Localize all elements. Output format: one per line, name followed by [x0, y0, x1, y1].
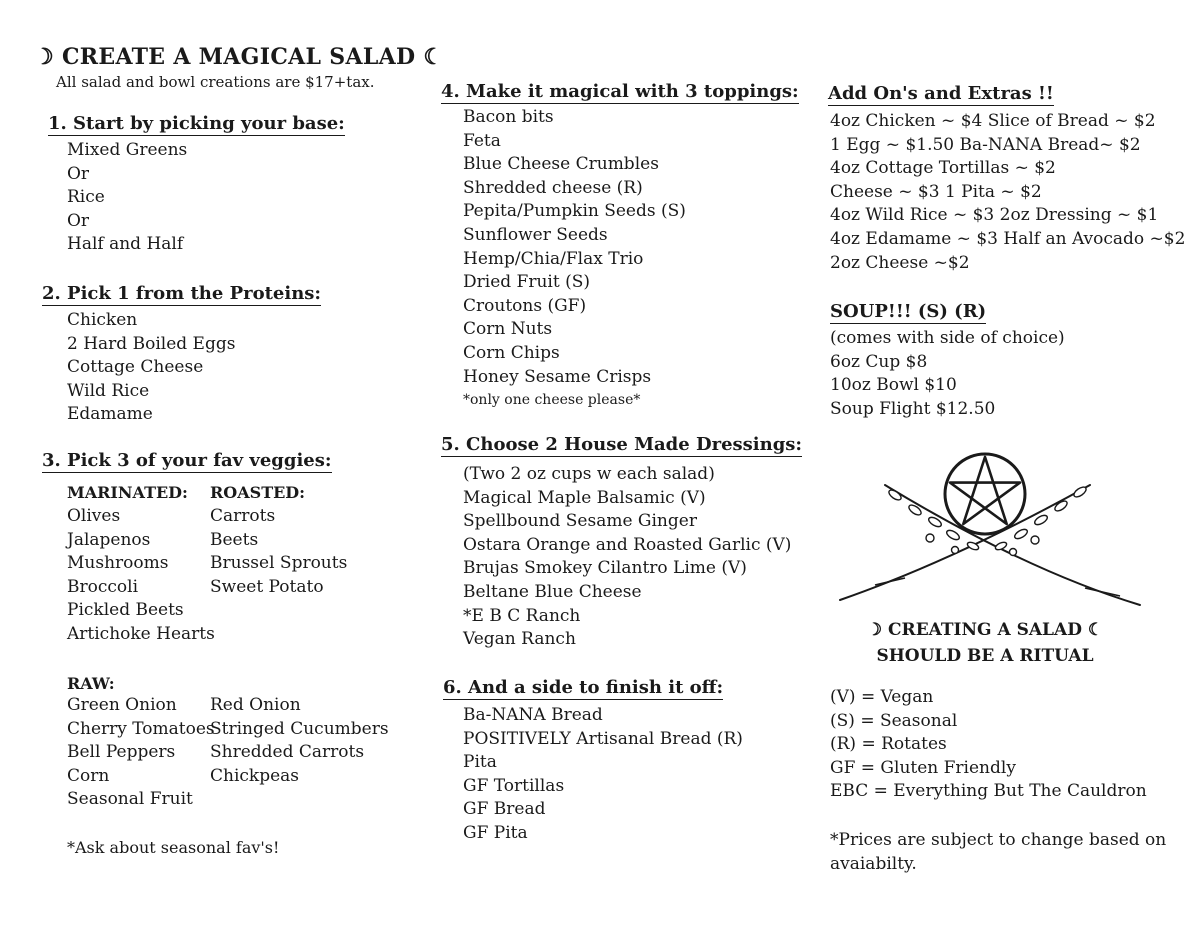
marinated-list: [67, 505, 215, 647]
menu-title-text: CREATE A MAGICAL SALAD: [62, 44, 416, 70]
price-subtitle: All salad and bowl creations are $17+tax.: [56, 73, 375, 91]
addons-list: [830, 110, 1185, 275]
addons-heading: Add On's and Extras !!: [828, 83, 1054, 104]
topping-item: Bacon bits: [463, 107, 554, 127]
side-item: GF Pita: [463, 822, 528, 843]
legend-item: (V) = Vegan: [830, 687, 934, 707]
side-item: Ba-NANA Bread: [463, 705, 603, 725]
dressing-item: *E B C Ranch: [463, 605, 581, 626]
legend-list: [830, 686, 1147, 804]
marinated-item: Olives: [67, 506, 121, 526]
moon-right-icon: ☾: [423, 44, 444, 70]
topping-item: Corn Chips: [463, 342, 560, 363]
addon-item: 4oz Chicken ~ $4 Slice of Bread ~ $2: [830, 111, 1156, 131]
soup-item: 10oz Bowl $10: [830, 375, 957, 396]
toppings-list: [463, 106, 686, 389]
topping-item: Hemp/Chia/Flax Trio: [463, 248, 644, 269]
dressing-item: Brujas Smokey Cilantro Lime (V): [463, 558, 747, 579]
topping-item: Corn Nuts: [463, 319, 553, 340]
marinated-item: Mushrooms: [67, 553, 169, 574]
pentacle-herbs-icon: [835, 450, 1145, 610]
legend-item: GF = Gluten Friendly: [830, 757, 1016, 778]
soup-heading: SOUP!!! (S) (R): [830, 301, 987, 322]
dressing-item: Vegan Ranch: [463, 629, 576, 650]
addon-item: 4oz Cottage Tortillas ~ $2: [830, 158, 1056, 179]
roasted-label: ROASTED:: [210, 483, 306, 502]
side-item: GF Tortillas: [463, 775, 565, 796]
roasted-list: [210, 505, 347, 599]
section-dressings-heading: 5. Choose 2 House Made Dressings:: [441, 434, 803, 455]
soup-item: 6oz Cup $8: [830, 351, 928, 372]
dressing-item: Ostara Orange and Roasted Garlic (V): [463, 534, 792, 555]
base-item: Half and Half: [67, 234, 184, 255]
soup-item: (comes with side of choice): [830, 328, 1065, 348]
topping-item: Feta: [463, 130, 501, 151]
base-list: [67, 139, 187, 257]
raw-item: Red Onion: [210, 695, 301, 715]
side-item: POSITIVELY Artisanal Bread (R): [463, 728, 743, 749]
side-item: Pita: [463, 752, 497, 773]
protein-item: Chicken: [67, 310, 138, 330]
marinated-item: Jalapenos: [67, 529, 151, 550]
seasonal-note: *Ask about seasonal fav's!: [67, 838, 280, 857]
section-veggies-heading: 3. Pick 3 of your fav veggies:: [42, 450, 332, 471]
legend-item: (R) = Rotates: [830, 734, 947, 755]
base-item: Rice: [67, 187, 105, 208]
moon-right-icon: ☾: [1087, 620, 1104, 640]
protein-item: 2 Hard Boiled Eggs: [67, 333, 236, 354]
topping-item: Blue Cheese Crumbles: [463, 154, 659, 175]
raw-item: Seasonal Fruit: [67, 789, 193, 810]
section-base-heading: 1. Start by picking your base:: [48, 113, 345, 134]
raw-item: Shredded Carrots: [210, 742, 365, 763]
base-item: Mixed Greens: [67, 140, 188, 160]
moon-left-icon: ☽: [34, 44, 55, 70]
raw-item: Corn: [67, 765, 110, 786]
topping-item: Croutons (GF): [463, 295, 587, 316]
price-footnote: [830, 829, 1166, 876]
dressings-list: [463, 463, 791, 652]
menu-title: [34, 44, 443, 70]
roasted-item: Brussel Sprouts: [210, 553, 348, 574]
dressing-item: Spellbound Sesame Ginger: [463, 511, 697, 532]
roasted-item: Carrots: [210, 506, 276, 526]
raw-label: RAW:: [67, 674, 115, 693]
raw-item: Stringed Cucumbers: [210, 718, 389, 739]
roasted-item: Beets: [210, 529, 259, 550]
dressing-item: (Two 2 oz cups w each salad): [463, 464, 715, 484]
marinated-item: Artichoke Hearts: [67, 623, 215, 644]
ritual-line1-text: CREATING A SALAD: [888, 620, 1082, 640]
raw-item: Green Onion: [67, 695, 177, 715]
topping-item: Honey Sesame Crisps: [463, 366, 652, 387]
topping-item: Shredded cheese (R): [463, 177, 643, 198]
sides-list: [463, 704, 743, 846]
moon-left-icon: ☽: [866, 620, 883, 640]
raw-item: Bell Peppers: [67, 742, 176, 763]
topping-item: Pepita/Pumpkin Seeds (S): [463, 201, 686, 222]
cheese-note: *only one cheese please*: [463, 392, 641, 408]
ritual-line1: [830, 620, 1140, 640]
addon-item: 1 Egg ~ $1.50 Ba-NANA Bread~ $2: [830, 134, 1141, 155]
legend-item: EBC = Everything But The Cauldron: [830, 781, 1147, 802]
marinated-item: Pickled Beets: [67, 600, 184, 621]
protein-item: Cottage Cheese: [67, 357, 204, 378]
section-sides-heading: 6. And a side to finish it off:: [443, 677, 724, 698]
topping-item: Sunflower Seeds: [463, 224, 608, 245]
marinated-item: Broccoli: [67, 576, 139, 597]
addon-item: Cheese ~ $3 1 Pita ~ $2: [830, 181, 1042, 202]
protein-item: Wild Rice: [67, 380, 150, 401]
marinated-label: MARINATED:: [67, 483, 188, 502]
addon-item: 2oz Cheese ~$2: [830, 252, 970, 273]
footnote-line: *Prices are subject to change based on: [830, 830, 1167, 850]
ritual-line2: SHOULD BE A RITUAL: [876, 646, 1094, 666]
addon-item: 4oz Edamame ~ $3 Half an Avocado ~$2: [830, 228, 1186, 249]
protein-item: Edamame: [67, 404, 153, 425]
raw-list-left: [67, 694, 215, 812]
protein-list: [67, 309, 235, 427]
raw-item: Chickpeas: [210, 765, 300, 786]
section-toppings-heading: 4. Make it magical with 3 toppings:: [441, 81, 799, 102]
side-item: GF Bread: [463, 799, 546, 820]
topping-item: Dried Fruit (S): [463, 272, 590, 293]
raw-list-right: [210, 694, 389, 788]
addon-item: 4oz Wild Rice ~ $3 2oz Dressing ~ $1: [830, 205, 1159, 226]
dressing-item: Beltane Blue Cheese: [463, 581, 642, 602]
legend-item: (S) = Seasonal: [830, 710, 958, 731]
soup-item: Soup Flight $12.50: [830, 398, 996, 419]
soup-list: [830, 327, 1065, 421]
base-item: Or: [67, 163, 90, 184]
footnote-line: avaiabilty.: [830, 853, 917, 874]
base-item: Or: [67, 210, 90, 231]
dressing-item: Magical Maple Balsamic (V): [463, 487, 706, 508]
section-protein-heading: 2. Pick 1 from the Proteins:: [42, 283, 322, 304]
raw-item: Cherry Tomatoes: [67, 718, 215, 739]
roasted-item: Sweet Potato: [210, 576, 324, 597]
